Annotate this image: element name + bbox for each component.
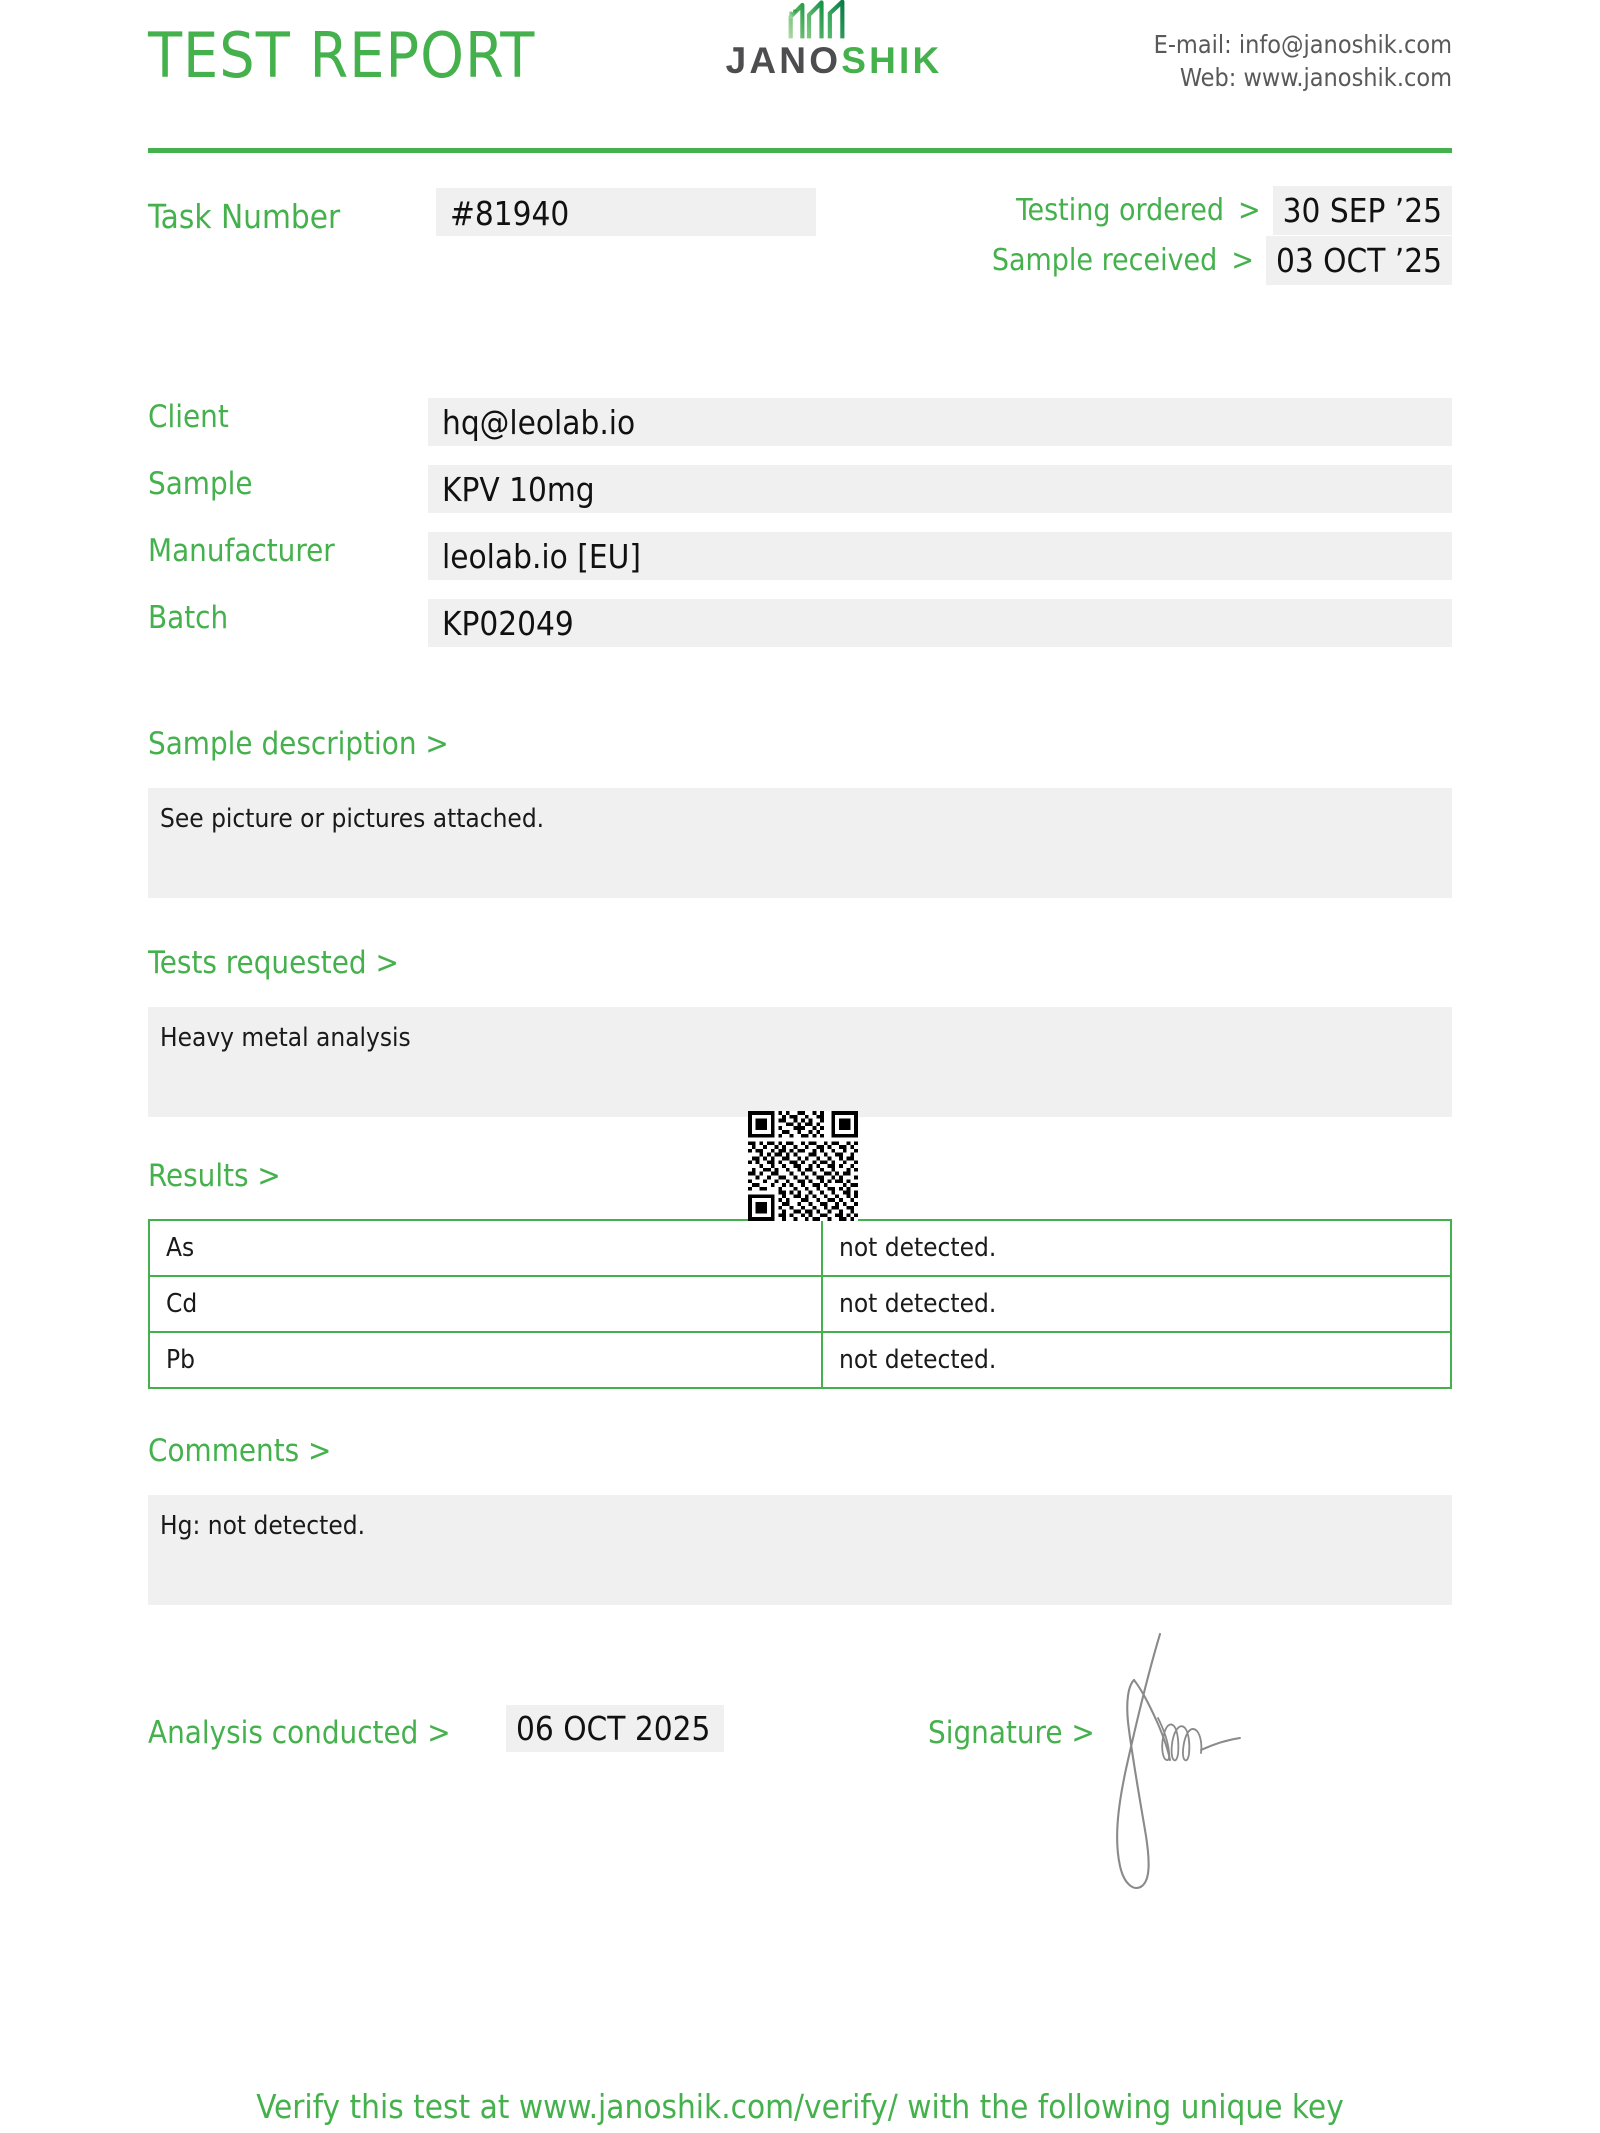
sample-description-text: See picture or pictures attached. — [148, 788, 1452, 898]
task-block — [148, 190, 1452, 310]
sample-value: KPV 10mg — [428, 465, 1452, 513]
brand-shik: SHIK — [841, 40, 943, 81]
header-divider — [148, 148, 1452, 153]
batch-value: KP02049 — [428, 599, 1452, 647]
result-analyte: Cd — [149, 1276, 822, 1332]
task-number-value: #81940 — [436, 188, 816, 236]
contact-email: E-mail: info@janoshik.com — [1153, 30, 1452, 59]
tests-requested-heading: Tests requested > — [148, 945, 399, 981]
contact-info — [1154, 28, 1452, 95]
date-row-sample-received — [892, 236, 1452, 284]
comments-heading: Comments > — [148, 1433, 332, 1469]
manufacturer-value: leolab.io [EU] — [428, 532, 1452, 580]
brand-wordmark — [704, 42, 964, 79]
comments-text: Hg: not detected. — [148, 1495, 1452, 1605]
results-heading-text: Results > — [148, 1158, 281, 1194]
verify-footer-text: Verify this test at www.janoshik.com/verify/ with the following unique key — [256, 2087, 1344, 2126]
sample-received-label: Sample received — [991, 242, 1218, 278]
comments-section — [148, 1433, 1452, 1605]
tests-requested-text: Heavy metal analysis — [148, 1007, 1452, 1117]
table-row — [149, 1332, 1451, 1388]
result-value: not detected. — [822, 1220, 1451, 1276]
contact-web: Web: www.janoshik.com — [1179, 63, 1452, 93]
logo-arrows-icon — [784, 0, 884, 40]
brand-jano: JANO — [725, 40, 842, 81]
client-label: Client — [148, 399, 229, 435]
manufacturer-label: Manufacturer — [148, 533, 335, 569]
date-row-testing-ordered — [892, 186, 1452, 234]
sample-label: Sample — [148, 466, 253, 502]
report-header — [148, 0, 1452, 148]
info-row-manufacturer — [148, 532, 1452, 582]
tests-requested-section — [148, 945, 1452, 1117]
testing-ordered-value: 30 SEP ’25 — [1273, 186, 1452, 235]
results-section — [148, 1158, 1452, 1389]
result-value: not detected. — [822, 1276, 1451, 1332]
signature-label: Signature > — [928, 1715, 1095, 1751]
signature-image — [1088, 1614, 1278, 1904]
sample-description-section — [148, 726, 1452, 898]
testing-ordered-label: Testing ordered — [1016, 192, 1225, 228]
result-analyte: As — [149, 1220, 822, 1276]
sample-received-value: 03 OCT ’25 — [1266, 236, 1452, 285]
results-table — [148, 1219, 1452, 1389]
table-row — [149, 1220, 1451, 1276]
results-heading — [148, 1158, 1452, 1194]
date-rows — [892, 186, 1452, 286]
analysis-conducted-label: Analysis conducted > — [148, 1715, 451, 1751]
sample-info-list — [148, 398, 1452, 649]
sample-description-heading: Sample description > — [148, 726, 449, 762]
table-row — [149, 1276, 1451, 1332]
page-title: TEST REPORT — [148, 19, 536, 92]
chevron-right-icon: > — [1231, 242, 1254, 278]
chevron-right-icon: > — [1238, 192, 1261, 228]
result-value: not detected. — [822, 1332, 1451, 1388]
info-row-client — [148, 398, 1452, 448]
result-analyte: Pb — [149, 1332, 822, 1388]
verification-qr-code — [748, 1111, 858, 1221]
batch-label: Batch — [148, 600, 229, 636]
analysis-signature-block — [148, 1709, 1452, 1769]
janoshik-logo — [704, 0, 964, 79]
task-number-label: Task Number — [148, 197, 341, 236]
analysis-conducted-value: 06 OCT 2025 — [506, 1705, 724, 1752]
info-row-sample — [148, 465, 1452, 515]
client-value: hq@leolab.io — [428, 398, 1452, 446]
info-row-batch — [148, 599, 1452, 649]
